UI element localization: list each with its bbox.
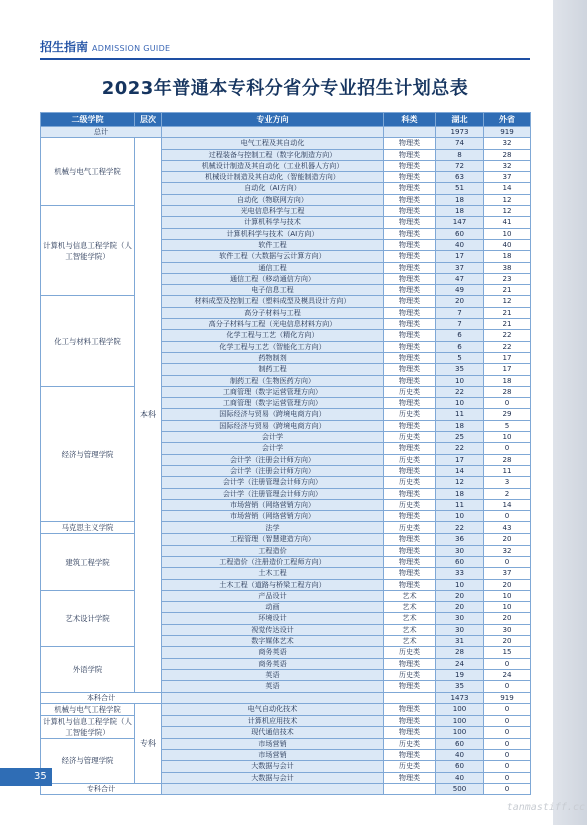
category: 物理类 xyxy=(384,681,436,692)
count-other: 0 xyxy=(484,715,531,727)
header-cn: 招生指南 xyxy=(40,40,89,54)
major-name: 商务英语 xyxy=(162,647,384,658)
zhuan-subtotal-hubei: 500 xyxy=(436,784,484,795)
major-name: 机械设计制造及其自动化（工业机器人方向） xyxy=(162,160,384,171)
category: 物理类 xyxy=(384,138,436,149)
count-hubei: 22 xyxy=(436,443,484,454)
page-edge-shadow xyxy=(553,0,587,825)
major-name: 英语 xyxy=(162,681,384,692)
count-hubei: 10 xyxy=(436,398,484,409)
count-hubei: 8 xyxy=(436,149,484,160)
major-name: 市场营销（网络营销方向） xyxy=(162,499,384,510)
count-other: 0 xyxy=(484,772,531,783)
college-name: 经济与管理学院 xyxy=(41,738,135,783)
zhuan-subtotal-major xyxy=(162,784,384,795)
category: 历史类 xyxy=(384,647,436,658)
count-other: 11 xyxy=(484,465,531,476)
count-other: 0 xyxy=(484,511,531,522)
count-hubei: 24 xyxy=(436,658,484,669)
category: 物理类 xyxy=(384,160,436,171)
count-hubei: 60 xyxy=(436,761,484,772)
category: 历史类 xyxy=(384,386,436,397)
category: 物理类 xyxy=(384,239,436,250)
college-name: 计算机与信息工程学院（人工智能学院） xyxy=(41,206,135,296)
zhuan-subtotal-label: 专科合计 xyxy=(41,784,162,795)
major-name: 市场营销（网络营销方向） xyxy=(162,511,384,522)
category: 物理类 xyxy=(384,296,436,307)
total-other: 919 xyxy=(484,127,531,138)
table-header-row xyxy=(41,113,531,127)
count-other: 32 xyxy=(484,138,531,149)
college-name: 经济与管理学院 xyxy=(41,386,135,522)
category: 物理类 xyxy=(384,568,436,579)
major-name: 会计学（注册管理会计师方向） xyxy=(162,488,384,499)
col-header-college: 二级学院 xyxy=(41,113,135,127)
count-hubei: 20 xyxy=(436,296,484,307)
college-name: 马克思主义学院 xyxy=(41,522,135,534)
category: 物理类 xyxy=(384,307,436,318)
major-name: 化学工程与工艺（精化方向） xyxy=(162,330,384,341)
count-hubei: 51 xyxy=(436,183,484,194)
level-cell: 本科 xyxy=(135,138,162,692)
count-hubei: 40 xyxy=(436,239,484,250)
major-name: 软件工程 xyxy=(162,239,384,250)
col-header-major: 专业方向 xyxy=(162,113,384,127)
count-hubei: 18 xyxy=(436,206,484,217)
category: 物理类 xyxy=(384,398,436,409)
count-hubei: 10 xyxy=(436,511,484,522)
count-hubei: 60 xyxy=(436,738,484,749)
count-hubei: 20 xyxy=(436,602,484,613)
count-hubei: 10 xyxy=(436,375,484,386)
college-name: 化工与材料工程学院 xyxy=(41,296,135,386)
category: 物理类 xyxy=(384,534,436,545)
count-other: 0 xyxy=(484,398,531,409)
count-other: 24 xyxy=(484,669,531,680)
count-hubei: 14 xyxy=(436,465,484,476)
count-hubei: 17 xyxy=(436,251,484,262)
count-hubei: 60 xyxy=(436,228,484,239)
total-hubei: 1973 xyxy=(436,127,484,138)
count-other: 21 xyxy=(484,319,531,330)
table-row xyxy=(41,647,531,658)
college-name: 外语学院 xyxy=(41,647,135,692)
major-name: 工程管理（智慧建造方向） xyxy=(162,534,384,545)
category: 艺术 xyxy=(384,636,436,647)
count-other: 30 xyxy=(484,624,531,635)
count-other: 23 xyxy=(484,273,531,284)
count-hubei: 18 xyxy=(436,488,484,499)
count-hubei: 7 xyxy=(436,307,484,318)
zhuan-subtotal-row xyxy=(41,784,531,795)
count-other: 18 xyxy=(484,375,531,386)
college-name: 机械与电气工程学院 xyxy=(41,138,135,206)
ben-subtotal-major xyxy=(162,692,384,703)
category: 历史类 xyxy=(384,738,436,749)
count-other: 28 xyxy=(484,454,531,465)
major-name: 商务英语 xyxy=(162,658,384,669)
category: 物理类 xyxy=(384,273,436,284)
count-other: 32 xyxy=(484,160,531,171)
table-row xyxy=(41,206,531,217)
category: 物理类 xyxy=(384,330,436,341)
major-name: 计算机科学与技术（AI方向） xyxy=(162,228,384,239)
major-name: 会计学（注册会计师方向） xyxy=(162,465,384,476)
zhuan-subtotal-category xyxy=(384,784,436,795)
category: 物理类 xyxy=(384,183,436,194)
major-name: 动画 xyxy=(162,602,384,613)
category: 物理类 xyxy=(384,772,436,783)
category: 艺术 xyxy=(384,624,436,635)
count-hubei: 6 xyxy=(436,341,484,352)
count-hubei: 47 xyxy=(436,273,484,284)
ben-subtotal-row xyxy=(41,692,531,703)
header-en: ADMISSION GUIDE xyxy=(92,44,171,53)
col-header-level: 层次 xyxy=(135,113,162,127)
major-name: 土木工程 xyxy=(162,568,384,579)
count-other: 12 xyxy=(484,194,531,205)
category: 艺术 xyxy=(384,602,436,613)
category: 物理类 xyxy=(384,545,436,556)
count-other: 20 xyxy=(484,579,531,590)
enrollment-plan-table xyxy=(40,112,531,795)
col-header-hubei: 湖北 xyxy=(436,113,484,127)
count-hubei: 28 xyxy=(436,647,484,658)
count-hubei: 100 xyxy=(436,715,484,727)
count-other: 18 xyxy=(484,251,531,262)
table-row xyxy=(41,738,531,749)
major-name: 软件工程（大数据与云计算方向） xyxy=(162,251,384,262)
major-name: 国际经济与贸易（跨境电商方向） xyxy=(162,420,384,431)
count-hubei: 30 xyxy=(436,613,484,624)
major-name: 会计学（注册管理会计师方向） xyxy=(162,477,384,488)
category: 物理类 xyxy=(384,341,436,352)
count-hubei: 25 xyxy=(436,432,484,443)
category: 物理类 xyxy=(384,375,436,386)
total-category xyxy=(384,127,436,138)
count-other: 0 xyxy=(484,761,531,772)
major-name: 数字媒体艺术 xyxy=(162,636,384,647)
count-other: 10 xyxy=(484,432,531,443)
page-title: 2023年普通本专科分省分专业招生计划总表 xyxy=(101,78,469,99)
table-row xyxy=(41,703,531,715)
category: 物理类 xyxy=(384,285,436,296)
category: 物理类 xyxy=(384,217,436,228)
category: 物理类 xyxy=(384,715,436,727)
count-hubei: 36 xyxy=(436,534,484,545)
major-name: 工程造价 xyxy=(162,545,384,556)
count-hubei: 20 xyxy=(436,590,484,601)
category: 物理类 xyxy=(384,703,436,715)
major-name: 机械设计制造及其自动化（智能制造方向） xyxy=(162,172,384,183)
category: 物理类 xyxy=(384,262,436,273)
count-other: 17 xyxy=(484,364,531,375)
count-other: 10 xyxy=(484,590,531,601)
count-other: 28 xyxy=(484,386,531,397)
college-name: 艺术设计学院 xyxy=(41,590,135,646)
major-name: 产品设计 xyxy=(162,590,384,601)
section-header xyxy=(40,38,170,55)
major-name: 药物制剂 xyxy=(162,352,384,363)
count-other: 38 xyxy=(484,262,531,273)
category: 物理类 xyxy=(384,228,436,239)
count-hubei: 18 xyxy=(436,194,484,205)
major-name: 市场营销 xyxy=(162,750,384,761)
major-name: 会计学 xyxy=(162,432,384,443)
count-other: 17 xyxy=(484,352,531,363)
count-hubei: 5 xyxy=(436,352,484,363)
count-other: 21 xyxy=(484,307,531,318)
major-name: 电气自动化技术 xyxy=(162,703,384,715)
major-name: 国际经济与贸易（跨境电商方向） xyxy=(162,409,384,420)
count-hubei: 30 xyxy=(436,545,484,556)
count-other: 41 xyxy=(484,217,531,228)
count-other: 37 xyxy=(484,568,531,579)
total-label: 总计 xyxy=(41,127,162,138)
count-other: 22 xyxy=(484,341,531,352)
major-name: 大数据与会计 xyxy=(162,761,384,772)
major-name: 工程造价（注册造价工程师方向） xyxy=(162,556,384,567)
category: 历史类 xyxy=(384,477,436,488)
count-other: 0 xyxy=(484,443,531,454)
ben-subtotal-hubei: 1473 xyxy=(436,692,484,703)
category: 历史类 xyxy=(384,499,436,510)
zhuan-subtotal-other: 0 xyxy=(484,784,531,795)
category: 物理类 xyxy=(384,172,436,183)
count-other: 20 xyxy=(484,613,531,624)
count-other: 21 xyxy=(484,285,531,296)
major-name: 自动化（AI方向） xyxy=(162,183,384,194)
count-other: 0 xyxy=(484,556,531,567)
count-hubei: 49 xyxy=(436,285,484,296)
col-header-other: 外省 xyxy=(484,113,531,127)
category: 物理类 xyxy=(384,251,436,262)
major-name: 材料成型及控制工程（塑料成型及模具设计方向） xyxy=(162,296,384,307)
count-hubei: 11 xyxy=(436,409,484,420)
count-other: 32 xyxy=(484,545,531,556)
category: 历史类 xyxy=(384,761,436,772)
category: 物理类 xyxy=(384,579,436,590)
count-other: 43 xyxy=(484,522,531,534)
count-other: 22 xyxy=(484,330,531,341)
college-name: 计算机与信息工程学院（人工智能学院） xyxy=(41,715,135,738)
count-hubei: 19 xyxy=(436,669,484,680)
category: 物理类 xyxy=(384,465,436,476)
category: 物理类 xyxy=(384,206,436,217)
count-other: 0 xyxy=(484,727,531,739)
count-other: 0 xyxy=(484,703,531,715)
count-hubei: 31 xyxy=(436,636,484,647)
count-other: 10 xyxy=(484,602,531,613)
table-row xyxy=(41,715,531,727)
count-hubei: 10 xyxy=(436,579,484,590)
major-name: 会计学（注册会计师方向） xyxy=(162,454,384,465)
count-hubei: 35 xyxy=(436,364,484,375)
category: 历史类 xyxy=(384,454,436,465)
major-name: 光电信息科学与工程 xyxy=(162,206,384,217)
count-hubei: 22 xyxy=(436,522,484,534)
count-hubei: 100 xyxy=(436,727,484,739)
count-other: 15 xyxy=(484,647,531,658)
total-row xyxy=(41,127,531,138)
category: 物理类 xyxy=(384,149,436,160)
count-other: 0 xyxy=(484,750,531,761)
category: 历史类 xyxy=(384,409,436,420)
count-other: 0 xyxy=(484,658,531,669)
major-name: 制药工程（生物医药方向） xyxy=(162,375,384,386)
major-name: 会计学 xyxy=(162,443,384,454)
major-name: 自动化（物联网方向） xyxy=(162,194,384,205)
category: 历史类 xyxy=(384,669,436,680)
count-other: 2 xyxy=(484,488,531,499)
count-hubei: 40 xyxy=(436,772,484,783)
major-name: 通信工程 xyxy=(162,262,384,273)
category: 物理类 xyxy=(384,420,436,431)
count-hubei: 12 xyxy=(436,477,484,488)
category: 物理类 xyxy=(384,727,436,739)
count-other: 28 xyxy=(484,149,531,160)
major-name: 工商管理（数字运营管理方向） xyxy=(162,386,384,397)
count-other: 0 xyxy=(484,738,531,749)
count-hubei: 60 xyxy=(436,556,484,567)
category: 艺术 xyxy=(384,590,436,601)
count-hubei: 33 xyxy=(436,568,484,579)
count-hubei: 17 xyxy=(436,454,484,465)
count-other: 12 xyxy=(484,206,531,217)
count-hubei: 18 xyxy=(436,420,484,431)
major-name: 电气工程及其自动化 xyxy=(162,138,384,149)
count-other: 5 xyxy=(484,420,531,431)
table-row xyxy=(41,296,531,307)
count-other: 14 xyxy=(484,183,531,194)
count-hubei: 40 xyxy=(436,750,484,761)
major-name: 高分子材料与工程 xyxy=(162,307,384,318)
count-hubei: 7 xyxy=(436,319,484,330)
major-name: 现代通信技术 xyxy=(162,727,384,739)
ben-subtotal-label: 本科合计 xyxy=(41,692,162,703)
category: 历史类 xyxy=(384,432,436,443)
category: 物理类 xyxy=(384,364,436,375)
major-name: 计算机应用技术 xyxy=(162,715,384,727)
major-name: 电子信息工程 xyxy=(162,285,384,296)
category: 物理类 xyxy=(384,352,436,363)
count-hubei: 6 xyxy=(436,330,484,341)
major-name: 工商管理（数字运营管理方向） xyxy=(162,398,384,409)
category: 物理类 xyxy=(384,658,436,669)
table-row xyxy=(41,138,531,149)
header-divider xyxy=(40,58,530,60)
major-name: 化学工程与工艺（智能化工方向） xyxy=(162,341,384,352)
category: 物理类 xyxy=(384,319,436,330)
count-other: 12 xyxy=(484,296,531,307)
count-other: 3 xyxy=(484,477,531,488)
category: 历史类 xyxy=(384,522,436,534)
major-name: 英语 xyxy=(162,669,384,680)
major-name: 计算机科学与技术 xyxy=(162,217,384,228)
count-other: 14 xyxy=(484,499,531,510)
major-name: 法学 xyxy=(162,522,384,534)
count-hubei: 74 xyxy=(436,138,484,149)
level-cell: 专科 xyxy=(135,703,162,783)
major-name: 大数据与会计 xyxy=(162,772,384,783)
count-hubei: 100 xyxy=(436,703,484,715)
table-row xyxy=(41,590,531,601)
table-row xyxy=(41,386,531,397)
category: 物理类 xyxy=(384,556,436,567)
table-row xyxy=(41,534,531,545)
count-hubei: 63 xyxy=(436,172,484,183)
total-major xyxy=(162,127,384,138)
count-hubei: 30 xyxy=(436,624,484,635)
count-other: 0 xyxy=(484,681,531,692)
count-other: 10 xyxy=(484,228,531,239)
count-hubei: 37 xyxy=(436,262,484,273)
count-hubei: 35 xyxy=(436,681,484,692)
count-other: 29 xyxy=(484,409,531,420)
category: 物理类 xyxy=(384,443,436,454)
ben-subtotal-other: 919 xyxy=(484,692,531,703)
count-hubei: 11 xyxy=(436,499,484,510)
college-name: 机械与电气工程学院 xyxy=(41,703,135,715)
major-name: 市场营销 xyxy=(162,738,384,749)
major-name: 环境设计 xyxy=(162,613,384,624)
page-number: 35 xyxy=(0,768,52,786)
major-name: 通信工程（移动通信方向） xyxy=(162,273,384,284)
count-other: 20 xyxy=(484,636,531,647)
category: 艺术 xyxy=(384,613,436,624)
table-row xyxy=(41,522,531,534)
watermark: tanmastiff.cc xyxy=(506,802,585,813)
category: 物理类 xyxy=(384,750,436,761)
major-name: 过程装备与控制工程（数字化制造方向） xyxy=(162,149,384,160)
major-name: 土木工程（道路与桥梁工程方向） xyxy=(162,579,384,590)
category: 物理类 xyxy=(384,511,436,522)
count-other: 40 xyxy=(484,239,531,250)
major-name: 高分子材料与工程（光电信息材料方向） xyxy=(162,319,384,330)
category: 物理类 xyxy=(384,194,436,205)
major-name: 制药工程 xyxy=(162,364,384,375)
major-name: 视觉传达设计 xyxy=(162,624,384,635)
ben-subtotal-category xyxy=(384,692,436,703)
count-other: 20 xyxy=(484,534,531,545)
count-other: 37 xyxy=(484,172,531,183)
count-hubei: 22 xyxy=(436,386,484,397)
col-header-category: 科类 xyxy=(384,113,436,127)
category: 物理类 xyxy=(384,488,436,499)
count-hubei: 147 xyxy=(436,217,484,228)
count-hubei: 72 xyxy=(436,160,484,171)
college-name: 建筑工程学院 xyxy=(41,534,135,590)
